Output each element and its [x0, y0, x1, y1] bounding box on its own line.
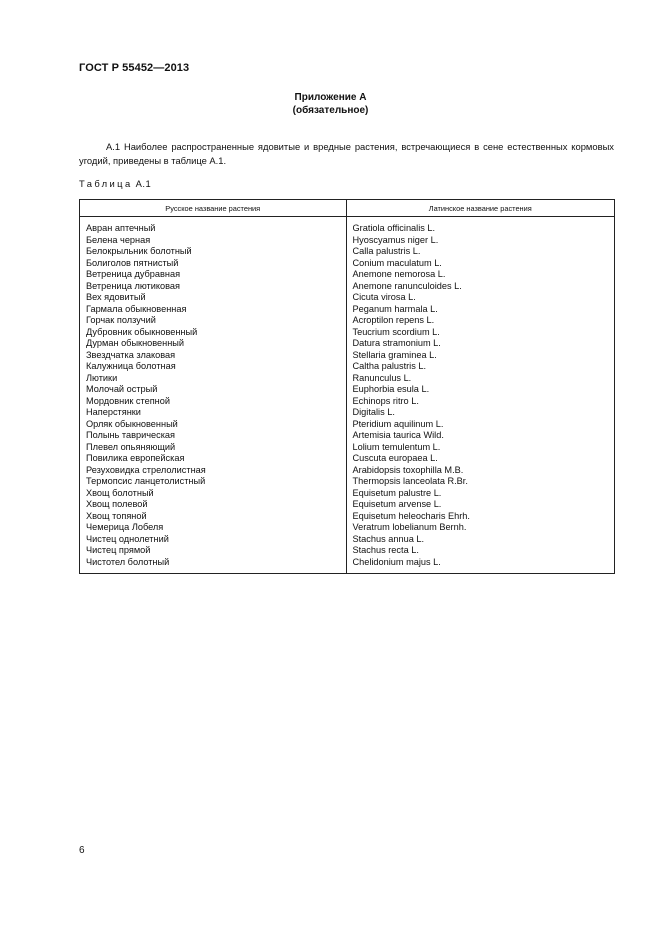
latin-name-cell: Lolium temulentum L. — [346, 442, 615, 454]
latin-name-cell: Anemone nemorosa L. — [346, 269, 615, 281]
latin-name-cell: Euphorbia esula L. — [346, 384, 615, 396]
russian-name-cell: Чистец прямой — [80, 545, 347, 557]
latin-name-cell: Peganum harmala L. — [346, 304, 615, 316]
table-caption-word: Таблица — [79, 178, 133, 189]
table-row — [80, 327, 615, 339]
table-row — [80, 557, 615, 574]
russian-name-cell: Дубровник обыкновенный — [80, 327, 347, 339]
latin-name-cell: Datura stramonium L. — [346, 338, 615, 350]
russian-name-cell: Белена черная — [80, 235, 347, 247]
table-row — [80, 499, 615, 511]
latin-name-cell: Artemisia taurica Wild. — [346, 430, 615, 442]
russian-name-cell: Чистотел болотный — [80, 557, 347, 574]
table-row — [80, 534, 615, 546]
latin-name-cell: Gratiola officinalis L. — [346, 217, 615, 235]
russian-name-cell: Ветреница дубравная — [80, 269, 347, 281]
russian-name-cell: Наперстянки — [80, 407, 347, 419]
plants-table — [79, 199, 615, 574]
intro-paragraph: А.1 Наиболее распространенные ядовитые и вредные растения, встречающиеся в сене естественных кормовых угодий, приведены в таблице А.1. — [79, 141, 614, 166]
russian-name-cell: Молочай острый — [80, 384, 347, 396]
table-caption — [79, 178, 151, 189]
table-row — [80, 430, 615, 442]
table-row — [80, 373, 615, 385]
table-row — [80, 453, 615, 465]
russian-name-cell: Хвощ полевой — [80, 499, 347, 511]
table-row — [80, 545, 615, 557]
table-row — [80, 281, 615, 293]
table-row — [80, 384, 615, 396]
russian-name-cell: Горчак ползучий — [80, 315, 347, 327]
russian-name-cell: Чистец однолетний — [80, 534, 347, 546]
latin-name-cell: Thermopsis lanceolata R.Br. — [346, 476, 615, 488]
annex-title: Приложение А — [294, 92, 367, 103]
russian-name-cell: Плевел опьяняющий — [80, 442, 347, 454]
russian-name-cell: Калужница болотная — [80, 361, 347, 373]
russian-name-cell: Полынь таврическая — [80, 430, 347, 442]
latin-name-cell: Digitalis L. — [346, 407, 615, 419]
russian-name-cell: Орляк обыкновенный — [80, 419, 347, 431]
table-row — [80, 292, 615, 304]
table-row — [80, 522, 615, 534]
document-header: ГОСТ Р 55452—2013 — [79, 62, 190, 74]
russian-name-cell: Лютики — [80, 373, 347, 385]
russian-name-cell: Хвощ болотный — [80, 488, 347, 500]
page-number: 6 — [79, 845, 85, 856]
table-row — [80, 476, 615, 488]
russian-name-cell: Звездчатка злаковая — [80, 350, 347, 362]
russian-name-cell: Чемерица Лобеля — [80, 522, 347, 534]
russian-name-cell: Гармала обыкновенная — [80, 304, 347, 316]
table-caption-number: А.1 — [135, 178, 152, 189]
latin-name-cell: Ranunculus L. — [346, 373, 615, 385]
russian-name-cell: Дурман обыкновенный — [80, 338, 347, 350]
russian-name-cell: Хвощ топяной — [80, 511, 347, 523]
latin-name-cell: Veratrum lobelianum Bernh. — [346, 522, 615, 534]
table-row — [80, 442, 615, 454]
latin-name-cell: Caltha palustris L. — [346, 361, 615, 373]
russian-name-cell: Болиголов пятнистый — [80, 258, 347, 270]
table-row — [80, 235, 615, 247]
table-row — [80, 217, 615, 235]
russian-name-cell: Белокрыльник болотный — [80, 246, 347, 258]
latin-name-cell: Acroptilon repens L. — [346, 315, 615, 327]
latin-name-cell: Stachus recta L. — [346, 545, 615, 557]
table-row — [80, 338, 615, 350]
latin-name-cell: Teucrium scordium L. — [346, 327, 615, 339]
latin-name-cell: Equisetum arvense L. — [346, 499, 615, 511]
latin-name-cell: Chelidonium majus L. — [346, 557, 615, 574]
table-row — [80, 407, 615, 419]
russian-name-cell: Повилика европейская — [80, 453, 347, 465]
latin-name-cell: Stachus annua L. — [346, 534, 615, 546]
annex-subtitle: (обязательное) — [292, 105, 369, 116]
latin-name-cell: Echinops ritro L. — [346, 396, 615, 408]
latin-name-cell: Cicuta virosa L. — [346, 292, 615, 304]
russian-name-cell: Резуховидка стрелолистная — [80, 465, 347, 477]
latin-name-cell: Arabidopsis toxophilla M.B. — [346, 465, 615, 477]
latin-name-cell: Conium maculatum L. — [346, 258, 615, 270]
column-header-latin: Латинское название растения — [346, 200, 615, 217]
russian-name-cell: Термопсис ланцетолистный — [80, 476, 347, 488]
latin-name-cell: Calla palustris L. — [346, 246, 615, 258]
russian-name-cell: Вех ядовитый — [80, 292, 347, 304]
table-row — [80, 396, 615, 408]
table-row — [80, 304, 615, 316]
latin-name-cell: Equisetum palustre L. — [346, 488, 615, 500]
table-row — [80, 269, 615, 281]
latin-name-cell: Pteridium aquilinum L. — [346, 419, 615, 431]
table-row — [80, 361, 615, 373]
table-header-row — [80, 200, 615, 217]
russian-name-cell: Ветреница лютиковая — [80, 281, 347, 293]
latin-name-cell: Hyoscyamus niger L. — [346, 235, 615, 247]
table-row — [80, 315, 615, 327]
table-row — [80, 246, 615, 258]
latin-name-cell: Cuscuta europaea L. — [346, 453, 615, 465]
table-body — [80, 217, 615, 574]
table-row — [80, 419, 615, 431]
table-row — [80, 465, 615, 477]
table-row — [80, 511, 615, 523]
table-row — [80, 258, 615, 270]
russian-name-cell: Мордовник степной — [80, 396, 347, 408]
latin-name-cell: Stellaria graminea L. — [346, 350, 615, 362]
table-row — [80, 488, 615, 500]
latin-name-cell: Anemone ranunculoides L. — [346, 281, 615, 293]
latin-name-cell: Equisetum heleocharis Ehrh. — [346, 511, 615, 523]
column-header-russian: Русское название растения — [80, 200, 347, 217]
russian-name-cell: Авран аптечный — [80, 217, 347, 235]
table-row — [80, 350, 615, 362]
